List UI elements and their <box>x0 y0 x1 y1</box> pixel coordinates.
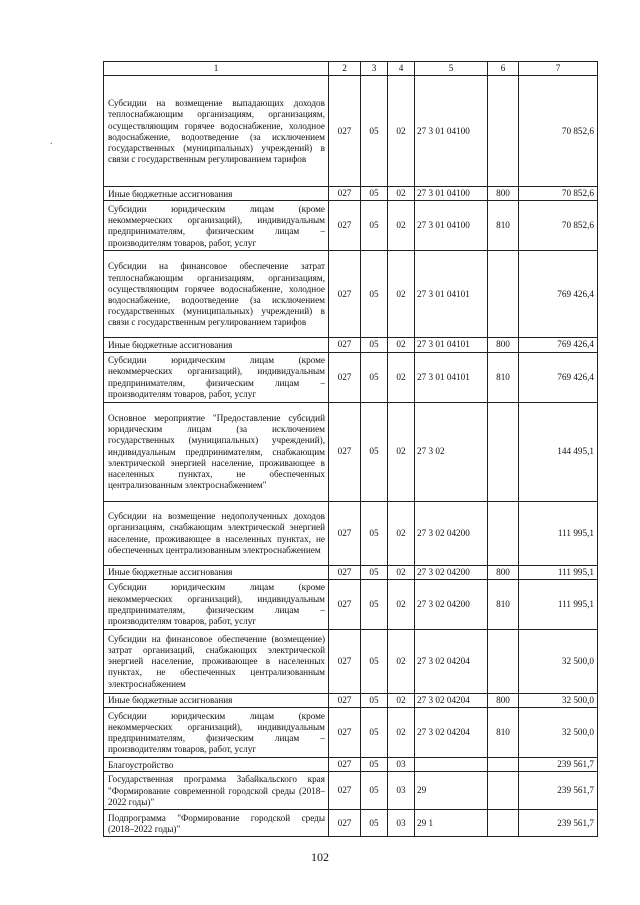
row-name: Иные бюджетные ассигнования <box>104 187 329 201</box>
row-subsection-code: 02 <box>388 187 415 201</box>
row-expense-type: 810 <box>488 708 519 758</box>
row-amount: 769 426,4 <box>519 338 598 352</box>
row-subsection-code: 02 <box>388 76 415 187</box>
table-row <box>104 629 598 693</box>
row-section-code: 05 <box>361 565 388 579</box>
table-header <box>104 62 598 76</box>
row-amount: 769 426,4 <box>519 352 598 402</box>
row-target-article: 27 3 01 04101 <box>415 352 488 402</box>
page-number: 102 <box>311 850 329 864</box>
header-col-7: 7 <box>519 62 598 76</box>
row-ministry-code: 027 <box>329 501 361 565</box>
row-name: Иные бюджетные ассигнования <box>104 565 329 579</box>
row-section-code: 05 <box>361 402 388 501</box>
row-ministry-code: 027 <box>329 352 361 402</box>
row-ministry-code: 027 <box>329 708 361 758</box>
row-amount: 70 852,6 <box>519 187 598 201</box>
row-name: Иные бюджетные ассигнования <box>104 338 329 352</box>
row-amount: 70 852,6 <box>519 201 598 251</box>
table-row <box>104 772 598 810</box>
row-expense-type: 800 <box>488 565 519 579</box>
row-amount: 111 995,1 <box>519 565 598 579</box>
row-subsection-code: 02 <box>388 338 415 352</box>
row-ministry-code: 027 <box>329 772 361 810</box>
row-section-code: 05 <box>361 758 388 772</box>
row-target-article: 27 3 02 04200 <box>415 501 488 565</box>
table-row <box>104 402 598 501</box>
table-row <box>104 708 598 758</box>
row-ministry-code: 027 <box>329 76 361 187</box>
table-body <box>104 76 598 837</box>
row-subsection-code: 02 <box>388 501 415 565</box>
row-expense-type: 800 <box>488 693 519 707</box>
row-section-code: 05 <box>361 187 388 201</box>
row-section-code: 05 <box>361 629 388 693</box>
row-expense-type: 800 <box>488 187 519 201</box>
row-amount: 239 561,7 <box>519 772 598 810</box>
row-amount: 70 852,6 <box>519 76 598 187</box>
row-ministry-code: 027 <box>329 693 361 707</box>
row-section-code: 05 <box>361 708 388 758</box>
row-ministry-code: 027 <box>329 565 361 579</box>
row-name: Государственная программа Забайкальского края "Формирование современной городской среды (2018–2022 годы)" <box>104 772 329 810</box>
row-expense-type: 810 <box>488 352 519 402</box>
row-target-article: 27 3 02 04200 <box>415 565 488 579</box>
table-row <box>104 352 598 402</box>
row-name: Иные бюджетные ассигнования <box>104 693 329 707</box>
row-target-article: 27 3 01 04100 <box>415 76 488 187</box>
row-expense-type <box>488 772 519 810</box>
row-subsection-code: 03 <box>388 758 415 772</box>
row-name: Субсидии юридическим лицам (кроме некоммерческих организаций), индивидуальным предпринимателям, физическим лицам – производителям товаров, работ, услуг <box>104 579 329 629</box>
budget-table <box>103 61 598 837</box>
row-section-code: 05 <box>361 201 388 251</box>
row-ministry-code: 027 <box>329 187 361 201</box>
row-section-code: 05 <box>361 810 388 837</box>
row-section-code: 05 <box>361 352 388 402</box>
row-subsection-code: 02 <box>388 352 415 402</box>
row-target-article: 27 3 01 04101 <box>415 251 488 338</box>
row-amount: 32 500,0 <box>519 693 598 707</box>
row-target-article <box>415 758 488 772</box>
row-expense-type <box>488 810 519 837</box>
row-section-code: 05 <box>361 772 388 810</box>
header-row <box>104 62 598 76</box>
row-subsection-code: 02 <box>388 693 415 707</box>
table-row <box>104 201 598 251</box>
row-expense-type: 800 <box>488 338 519 352</box>
row-name: Субсидии на возмещение выпадающих доходов теплоснабжающим организациям, организациям, осуществляющим горячее водоснабжение, холодное водоснабжение, водоотведение (за исключением государственных (муниципальных) учреждений) в связи с государственным регулированием тарифов <box>104 76 329 187</box>
row-expense-type: 810 <box>488 201 519 251</box>
row-target-article: 27 3 02 04204 <box>415 708 488 758</box>
row-name: Субсидии на финансовое обеспечение затрат теплоснабжающим организациям, организациям, осуществляющим горячее водоснабжение, холодное водоснабжение, водоотведение (за исключением государственных (муниципальных) учреждений) в связи с государственным регулированием тарифов <box>104 251 329 338</box>
row-section-code: 05 <box>361 501 388 565</box>
row-section-code: 05 <box>361 579 388 629</box>
row-target-article: 27 3 01 04100 <box>415 201 488 251</box>
row-target-article: 27 3 02 04200 <box>415 579 488 629</box>
table-row <box>104 501 598 565</box>
row-subsection-code: 02 <box>388 579 415 629</box>
row-target-article: 29 1 <box>415 810 488 837</box>
row-name: Субсидии на возмещение недополученных доходов организациям, снабжающим электрической энергией население, проживающее в населенных пунктах, не обеспеченных централизованным электроснабжением <box>104 501 329 565</box>
row-amount: 769 426,4 <box>519 251 598 338</box>
header-col-3: 3 <box>361 62 388 76</box>
row-subsection-code: 02 <box>388 251 415 338</box>
row-amount: 32 500,0 <box>519 629 598 693</box>
row-target-article: 27 3 02 04204 <box>415 693 488 707</box>
row-subsection-code: 03 <box>388 810 415 837</box>
table-row <box>104 76 598 187</box>
row-ministry-code: 027 <box>329 758 361 772</box>
row-name: Благоустройство <box>104 758 329 772</box>
table-row <box>104 810 598 837</box>
row-amount: 111 995,1 <box>519 501 598 565</box>
row-expense-type <box>488 629 519 693</box>
row-subsection-code: 02 <box>388 708 415 758</box>
row-target-article: 27 3 02 <box>415 402 488 501</box>
row-name: Подпрограмма "Формирование городской среды (2018–2022 годы)" <box>104 810 329 837</box>
row-amount: 239 561,7 <box>519 810 598 837</box>
row-target-article: 29 <box>415 772 488 810</box>
row-amount: 32 500,0 <box>519 708 598 758</box>
row-name: Субсидии юридическим лицам (кроме некоммерческих организаций), индивидуальным предпринимателям, физическим лицам – производителям товаров, работ, услуг <box>104 708 329 758</box>
row-subsection-code: 02 <box>388 629 415 693</box>
row-name: Субсидии юридическим лицам (кроме некоммерческих организаций), индивидуальным предпринимателям, физическим лицам – производителям товаров, работ, услуг <box>104 352 329 402</box>
table-row <box>104 338 598 352</box>
header-col-5: 5 <box>415 62 488 76</box>
table-row <box>104 693 598 707</box>
table-row <box>104 758 598 772</box>
row-subsection-code: 03 <box>388 772 415 810</box>
margin-mark: . <box>50 136 53 147</box>
row-ministry-code: 027 <box>329 579 361 629</box>
row-expense-type: 810 <box>488 579 519 629</box>
row-expense-type <box>488 402 519 501</box>
header-col-4: 4 <box>388 62 415 76</box>
table-row <box>104 579 598 629</box>
budget-table-container <box>103 61 597 837</box>
row-target-article: 27 3 01 04101 <box>415 338 488 352</box>
row-section-code: 05 <box>361 76 388 187</box>
row-amount: 239 561,7 <box>519 758 598 772</box>
row-amount: 144 495,1 <box>519 402 598 501</box>
row-ministry-code: 027 <box>329 338 361 352</box>
row-subsection-code: 02 <box>388 201 415 251</box>
row-ministry-code: 027 <box>329 629 361 693</box>
row-amount: 111 995,1 <box>519 579 598 629</box>
table-row <box>104 251 598 338</box>
header-col-2: 2 <box>329 62 361 76</box>
row-expense-type <box>488 251 519 338</box>
row-section-code: 05 <box>361 338 388 352</box>
row-name: Субсидии юридическим лицам (кроме некоммерческих организаций), индивидуальным предпринимателям, физическим лицам – производителям товаров, работ, услуг <box>104 201 329 251</box>
row-ministry-code: 027 <box>329 402 361 501</box>
header-col-1: 1 <box>104 62 329 76</box>
table-row <box>104 565 598 579</box>
row-target-article: 27 3 01 04100 <box>415 187 488 201</box>
row-name: Основное мероприятие "Предоставление субсидий юридическим лицам (за исключением государственных (муниципальных) учреждений), индивидуальным предпринимателям, снабжающим электрической энергией население, проживающее в населенных пунктах, не обеспеченных централизованным электроснабжением" <box>104 402 329 501</box>
row-expense-type <box>488 76 519 187</box>
row-target-article: 27 3 02 04204 <box>415 629 488 693</box>
table-row <box>104 187 598 201</box>
header-col-6: 6 <box>488 62 519 76</box>
row-expense-type <box>488 758 519 772</box>
row-ministry-code: 027 <box>329 251 361 338</box>
row-ministry-code: 027 <box>329 810 361 837</box>
row-subsection-code: 02 <box>388 565 415 579</box>
row-section-code: 05 <box>361 693 388 707</box>
row-section-code: 05 <box>361 251 388 338</box>
row-subsection-code: 02 <box>388 402 415 501</box>
row-name: Субсидии на финансовое обеспечение (возмещение) затрат организаций, снабжающих электрической энергией население, проживающее в населенных пунктах, не обеспеченных централизованным электроснабжением <box>104 629 329 693</box>
row-ministry-code: 027 <box>329 201 361 251</box>
row-expense-type <box>488 501 519 565</box>
